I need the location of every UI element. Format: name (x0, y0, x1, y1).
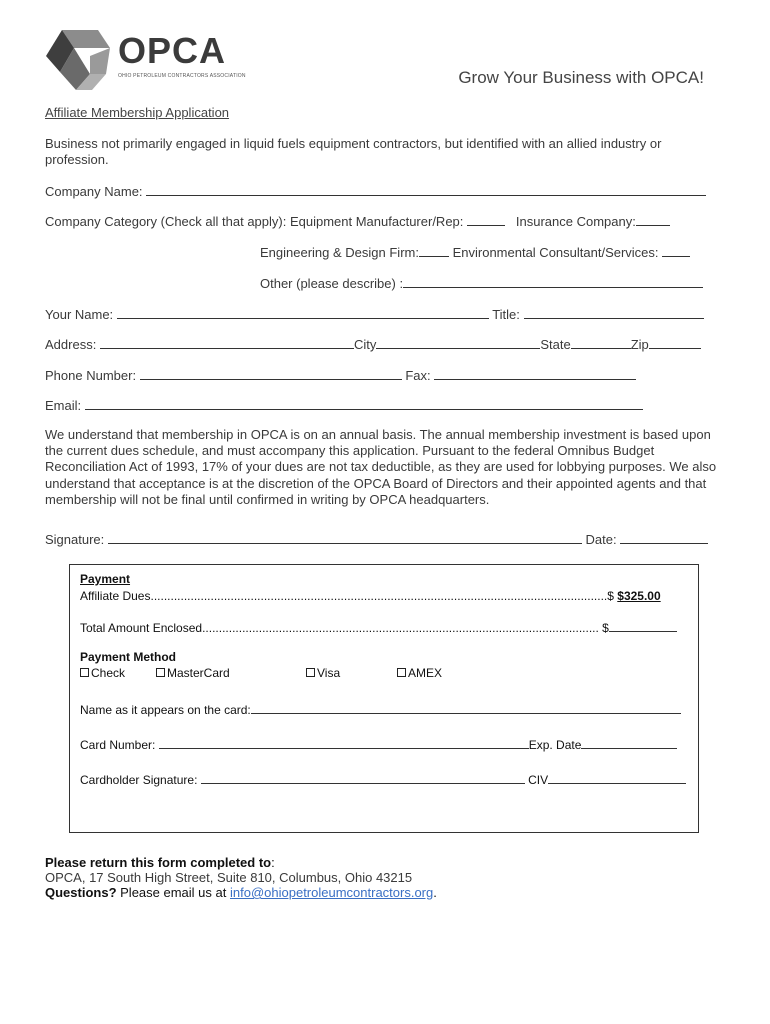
cat-insurance-field[interactable] (636, 213, 670, 226)
signature-row (45, 531, 708, 547)
return-address: OPCA, 17 South High Street, Suite 810, Columbus, Ohio 43215 (45, 870, 413, 885)
logo-wordmark: OPCA (118, 30, 227, 71)
city-field[interactable] (376, 336, 540, 349)
checkbox-icon (306, 668, 315, 677)
method-visa[interactable]: Visa (306, 666, 340, 680)
date-field[interactable] (620, 531, 708, 544)
section-title: Affiliate Membership Application (45, 105, 230, 120)
exp-date-field[interactable] (581, 736, 677, 749)
category-label: Company Category (Check all that apply): (45, 214, 287, 229)
exp-date-label: Exp. Date (528, 738, 582, 752)
cat-equipment-label: Equipment Manufacturer/Rep: (289, 214, 464, 229)
dues-currency: $ (607, 589, 614, 603)
payment-title: Payment (80, 572, 131, 586)
checkbox-icon (156, 668, 165, 677)
questions-text: Please email us at (120, 885, 227, 900)
terms-paragraph: We understand that membership in OPCA is on an annual basis. The annual membership investment is based upon the current dues schedule, and must accompany this application. Pursuant to the federal Omnibus Budget Reconciliation Act of 1993, 17% of your dues are not tax deductible, as they are used for lobbying purposes. We also understand that acceptance is at the discretion of the OPCA Board of Directors and their appointed agents and that membership will not be final until confirmed in writing by OPCA headquarters. (45, 427, 717, 507)
return-label: Please return this form completed to (45, 855, 272, 870)
your-name-label: Your Name: (45, 307, 114, 322)
phone-field[interactable] (140, 367, 402, 380)
email-row (45, 397, 643, 413)
address-row (45, 336, 701, 352)
cat-insurance-label: Insurance Company: (515, 214, 636, 229)
method-mastercard[interactable]: MasterCard (156, 666, 230, 680)
name-row (45, 306, 704, 322)
card-number-label: Card Number: (80, 738, 156, 752)
total-label: Total Amount Enclosed (80, 621, 203, 635)
checkbox-icon (397, 668, 406, 677)
total-row: Total Amount Enclosed....................................................................................................................... $ (80, 619, 677, 635)
category-row-3 (260, 275, 703, 291)
intro-text: Business not primarily engaged in liquid fuels equipment contractors, but identified with an allied industry or profession. (45, 136, 662, 167)
page-headline: Grow Your Business with OPCA! (458, 68, 704, 87)
cat-engineering-field[interactable] (419, 244, 449, 257)
dues-label: Affiliate Dues (80, 589, 151, 603)
total-field[interactable] (609, 619, 677, 632)
card-name-row (80, 701, 681, 717)
cardholder-sig-field[interactable] (201, 771, 525, 784)
cat-environmental-label: Environmental Consultant/Services: (452, 245, 659, 260)
method-amex[interactable]: AMEX (397, 666, 442, 680)
checkbox-icon (80, 668, 89, 677)
total-currency: $ (602, 621, 609, 635)
civ-field[interactable] (548, 771, 686, 784)
card-name-field[interactable] (251, 701, 681, 714)
contact-email-link[interactable]: info@ohiopetroleumcontractors.org (230, 885, 434, 900)
state-label: State (540, 337, 571, 352)
city-label: City (353, 337, 377, 352)
method-check[interactable]: Check (80, 666, 125, 680)
your-name-field[interactable] (117, 306, 489, 319)
state-field[interactable] (571, 336, 631, 349)
card-number-field[interactable] (159, 736, 529, 749)
payment-box (69, 564, 699, 833)
return-line: Please return this form completed to: (45, 855, 275, 870)
phone-label: Phone Number: (45, 368, 137, 383)
opca-logo (44, 26, 244, 92)
cardholder-sig-label: Cardholder Signature: (80, 773, 198, 787)
cardholder-row (80, 771, 686, 787)
company-name-row (45, 183, 706, 199)
card-number-row (80, 736, 677, 752)
company-name-field[interactable] (146, 183, 706, 196)
title-field[interactable] (524, 306, 704, 319)
zip-label: Zip (630, 337, 649, 352)
questions-label: Questions? (45, 885, 117, 900)
address-label: Address: (45, 337, 97, 352)
cat-environmental-field[interactable] (662, 244, 690, 257)
company-name-label: Company Name: (45, 184, 143, 199)
category-row (45, 213, 670, 229)
email-label: Email: (45, 398, 82, 413)
signature-label: Signature: (45, 532, 105, 547)
civ-label: CIV (528, 773, 549, 787)
card-name-label: Name as it appears on the card: (80, 703, 251, 717)
questions-line: Questions? Please email us at info@ohiopetroleumcontractors.org. (45, 885, 437, 900)
payment-method-title: Payment Method (80, 650, 177, 664)
phone-row (45, 367, 636, 383)
cat-equipment-field[interactable] (467, 213, 505, 226)
fax-label: Fax: (405, 368, 431, 383)
cat-engineering-label: Engineering & Design Firm: (260, 245, 419, 260)
opca-cube-icon (44, 26, 114, 92)
dues-amount: $325.00 (617, 589, 661, 603)
signature-field[interactable] (108, 531, 582, 544)
fax-field[interactable] (434, 367, 636, 380)
cat-other-field[interactable] (403, 275, 703, 288)
address-field[interactable] (100, 336, 354, 349)
dues-row: Affiliate Dues.........................................................................................................................................$ $325.00 (80, 589, 661, 603)
category-row-2 (260, 244, 690, 260)
date-label: Date: (585, 532, 617, 547)
email-field[interactable] (85, 397, 643, 410)
zip-field[interactable] (649, 336, 701, 349)
cat-other-label: Other (please describe) : (260, 276, 404, 291)
logo-tagline: OHIO PETROLEUM CONTRACTORS ASSOCIATION (118, 73, 246, 79)
title-label: Title: (492, 307, 520, 322)
